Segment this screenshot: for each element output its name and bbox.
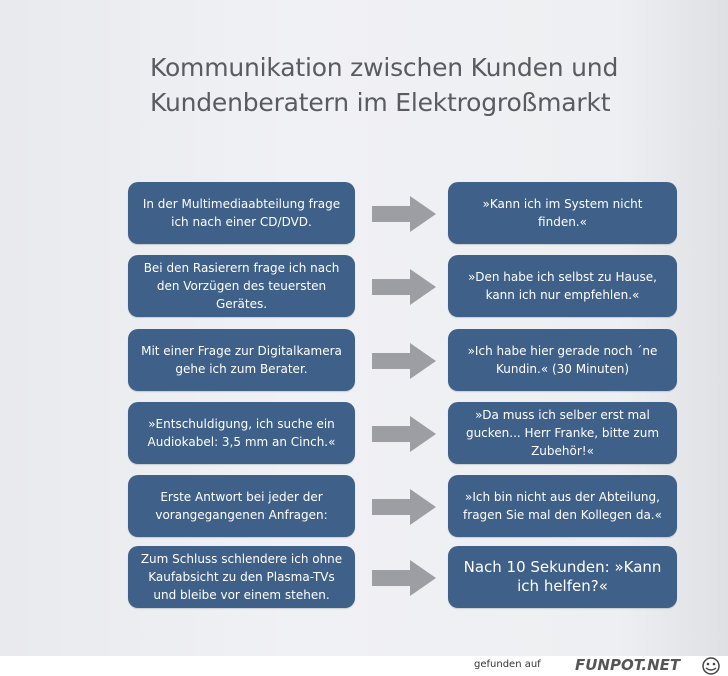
staff-answer-box: »Den habe ich selbst zu Hause, kann ich nur empfehlen.« bbox=[448, 255, 677, 317]
dialogue-row bbox=[0, 546, 728, 610]
arrow-right-icon bbox=[372, 560, 436, 596]
arrow-right-icon bbox=[372, 196, 436, 232]
arrow-right-icon bbox=[372, 416, 436, 452]
customer-question-box: In der Multimediaabteilung frage ich nach einer CD/DVD. bbox=[128, 182, 355, 244]
title-line-1: Kommunikation zwischen Kunden und bbox=[150, 53, 619, 82]
dialogue-row bbox=[0, 329, 728, 393]
title-line-2: Kundenberatern im Elektrogroßmarkt bbox=[150, 88, 611, 117]
customer-question-box: Erste Antwort bei jeder der vorangegangenen Anfragen: bbox=[128, 475, 355, 537]
dialogue-row bbox=[0, 182, 728, 246]
footer-label: gefunden auf bbox=[474, 659, 541, 670]
dialogue-row bbox=[0, 402, 728, 466]
watermark-footer bbox=[0, 656, 728, 676]
footer-brand[interactable]: FUNPOT.NET bbox=[575, 656, 681, 674]
customer-question-box: »Entschuldigung, ich suche ein Audiokabel: 3,5 mm an Cinch.« bbox=[128, 402, 355, 464]
page-title bbox=[150, 50, 670, 120]
dialogue-row bbox=[0, 255, 728, 319]
staff-answer-box: »Kann ich im System nicht finden.« bbox=[448, 182, 677, 244]
staff-answer-box: Nach 10 Sekunden: »Kann ich helfen?« bbox=[448, 546, 677, 608]
customer-question-box: Zum Schluss schlendere ich ohne Kaufabsicht zu den Plasma-TVs und bleibe vor einem stehen. bbox=[128, 546, 355, 608]
customer-question-box: Mit einer Frage zur Digitalkamera gehe ich zum Berater. bbox=[128, 329, 355, 391]
staff-answer-box: »Ich habe hier gerade noch ´ne Kundin.« (30 Minuten) bbox=[448, 329, 677, 391]
dialogue-row bbox=[0, 475, 728, 539]
customer-question-box: Bei den Rasierern frage ich nach den Vorzügen des teuersten Gerätes. bbox=[128, 255, 355, 317]
arrow-right-icon bbox=[372, 489, 436, 525]
arrow-right-icon bbox=[372, 343, 436, 379]
arrow-right-icon bbox=[372, 269, 436, 305]
staff-answer-box: »Ich bin nicht aus der Abteilung, fragen Sie mal den Kollegen da.« bbox=[448, 475, 677, 537]
funpot-logo-icon bbox=[700, 657, 722, 675]
staff-answer-box: »Da muss ich selber erst mal gucken... Herr Franke, bitte zum Zubehör!« bbox=[448, 402, 677, 464]
